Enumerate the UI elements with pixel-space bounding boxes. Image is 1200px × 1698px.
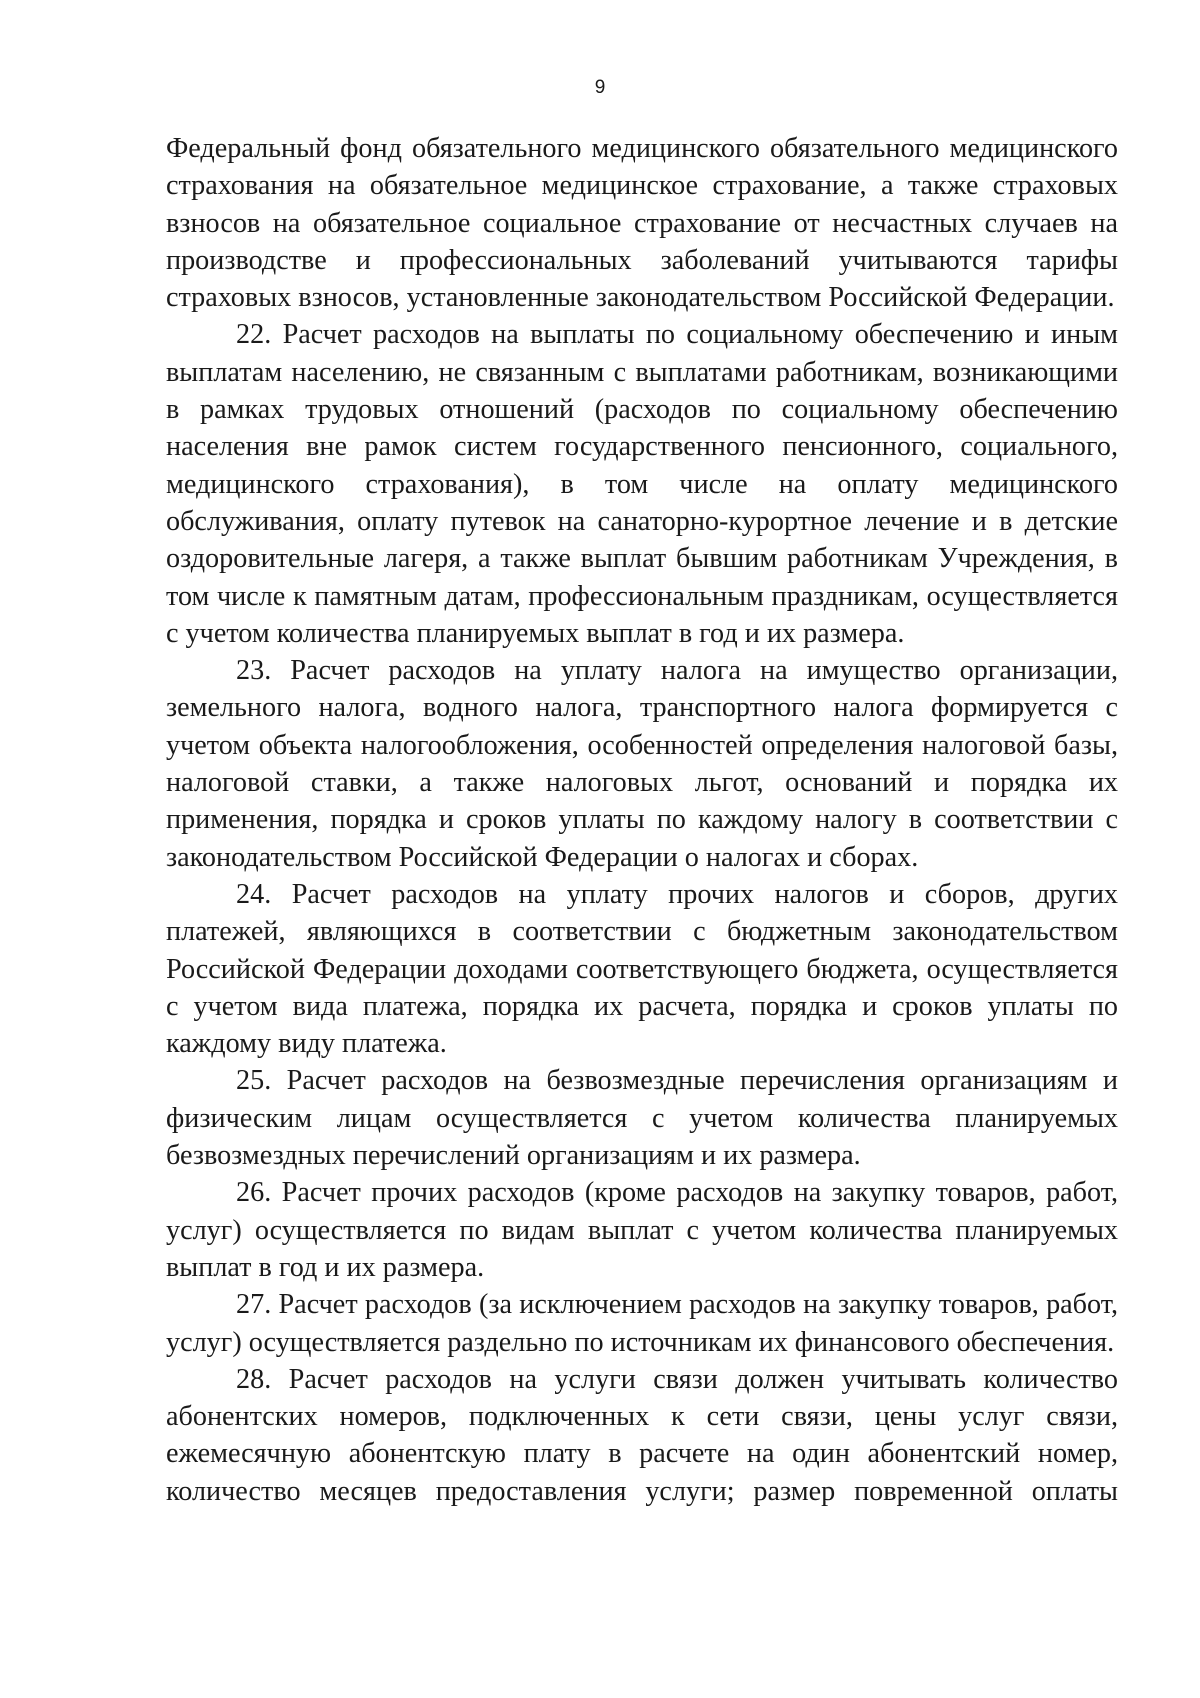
- paragraph-22: 22. Расчет расходов на выплаты по социальному обеспечению и иным выплатам населению, не связанным с выплатами работникам, возникающими в рамках трудовых отношений (расходов по социальному обеспечению населения вне рамок систем государственного пенсионного, социального, медицинского страхования), в том числе на оплату медицинского обслуживания, оплату путевок на санаторно-курортное лечение и в детские оздоровительные лагеря, а также выплат бывшим работникам Учреждения, в том числе к памятным датам, профессиональным праздникам, осуществляется с учетом количества планируемых выплат в год и их размера.: [166, 319, 1118, 649]
- paragraph-continuation: Федеральный фонд обязательного медицинского обязательного медицинского страхования на обязательное медицинское страхование, а также страховых взносов на обязательное социальное страхование от несчастных случаев на производстве и профессиональных заболеваний учитываются тарифы страховых взносов, установленные законодательством Российской Федерации.: [166, 133, 1118, 314]
- paragraph-25: 25. Расчет расходов на безвозмездные перечисления организациям и физическим лицам осуществляется с учетом количества планируемых безвозмездных перечислений организациям и их размера.: [166, 1065, 1118, 1172]
- paragraph-24: 24. Расчет расходов на уплату прочих налогов и сборов, других платежей, являющихся в соответствии с бюджетным законодательством Российской Федерации доходами соответствующего бюджета, осуществляется с учетом вида платежа, порядка их расчета, порядка и сроков уплаты по каждому виду платежа.: [166, 878, 1118, 1060]
- document-body: [166, 130, 1118, 1510]
- paragraph-26: 26. Расчет прочих расходов (кроме расходов на закупку товаров, работ, услуг) осуществляется по видам выплат с учетом количества планируемых выплат в год и их размера.: [166, 1177, 1118, 1283]
- paragraph-23: 23. Расчет расходов на уплату налога на имущество организации, земельного налога, водного налога, транспортного налога формируется с учетом объекта налогообложения, особенностей определения налоговой базы, налоговой ставки, а также налоговых льгот, оснований и порядка их применения, порядка и сроков уплаты по каждому налогу в соответствии с законодательством Российской Федерации о налогах и сборах.: [166, 655, 1118, 873]
- paragraph-27: 27. Расчет расходов (за исключением расходов на закупку товаров, работ, услуг) осуществляется раздельно по источникам их финансового обеспечения.: [166, 1289, 1118, 1358]
- paragraph-28: 28. Расчет расходов на услуги связи должен учитывать количество абонентских номеров, подключенных к сети связи, цены услуг связи, ежемесячную абонентскую плату в расчете на один абонентский номер, количество месяцев предоставления услуги; размер повременной оплаты: [166, 1363, 1118, 1507]
- page-number: 9: [594, 77, 606, 98]
